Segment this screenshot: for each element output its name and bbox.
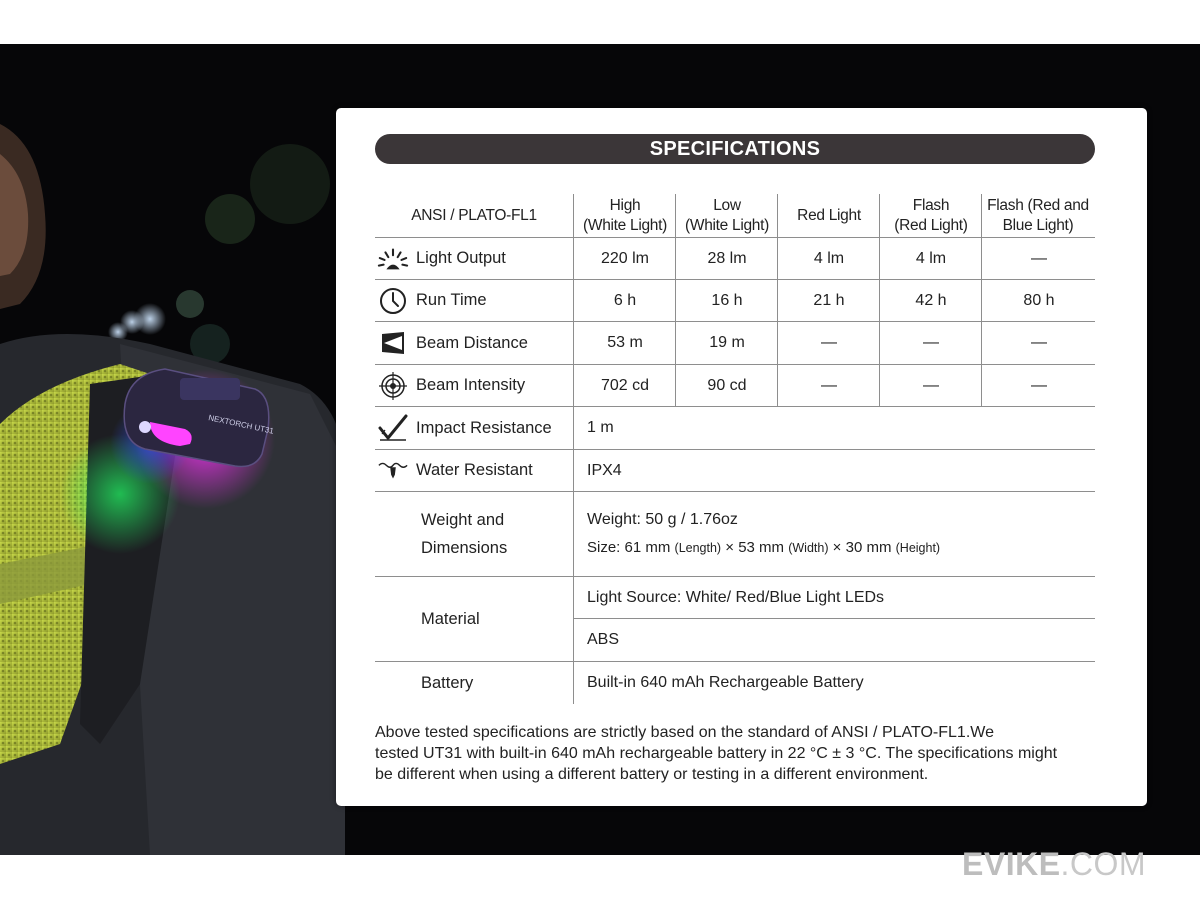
beam-intensity-flash: — [923,376,939,394]
table-divider [573,194,574,704]
size-height-label: (Height) [895,541,941,555]
footnote-line3: be different when using a different battery or testing in a different environment. [375,766,929,783]
battery-value: Built-in 640 mAh Rechargeable Battery [587,674,864,691]
row-impact-resistance-label [377,407,552,449]
footnote-line2: tested UT31 with built-in 640 mAh rechargeable battery in 22 °C ± 3 °C. The specifications might [375,745,1058,762]
light-output-flash: 4 lm [915,249,947,267]
water-resistant-value: IPX4 [587,461,622,479]
water-drop-icon [377,456,409,486]
row-weight-dimensions-label [421,492,507,576]
size-width-label: (Width) [788,541,829,555]
run-time-low: 16 h [711,291,743,309]
weight-dimensions-values [587,492,1087,576]
weight-value: Weight: 50 g / 1.76oz [587,511,738,528]
footnote-line1: Above tested specifications are strictly based on the standard of ANSI / PLATO-FL1.We [375,724,994,741]
material-light-source: Light Source: White/ Red/Blue Light LEDs [587,588,885,606]
row-material-label: Material [421,609,480,628]
row-battery-label: Battery [421,673,474,692]
header-standard: ANSI / PLATO-FL1 [411,207,537,224]
size-length-label: (Length) [674,541,722,555]
footnote [375,722,1115,785]
beam-intensity-high: 702 cd [600,376,650,394]
row-label-text: Impact Resistance [416,418,552,437]
run-time-red: 21 h [813,291,845,309]
row-run-time-label [377,280,487,321]
beam-distance-icon [377,328,409,358]
row-label-text: Water Resistant [416,461,533,479]
header-flash-rb-line1: Flash (Red and [987,196,1089,214]
row-label-text: Run Time [416,291,487,309]
watermark-bold: EVIKE [962,846,1061,882]
beam-intensity-flash-rb: — [1031,376,1047,394]
light-output-red: 4 lm [813,249,845,267]
size-mid2: × 30 mm [832,539,892,556]
target-icon [377,371,409,401]
header-high-line1: High [609,196,641,214]
size-prefix: Size: 61 mm [587,539,671,556]
table-divider [879,194,880,406]
header-low-line1: Low [713,196,741,214]
header-flash-rb-line2: Blue Light) [1002,216,1074,234]
weight-label-line2: Dimensions [421,539,508,557]
clock-icon [377,286,409,316]
row-light-output-label [377,238,506,279]
row-label-text: Beam Distance [416,333,528,352]
beam-intensity-low: 90 cd [707,376,747,394]
size-value [587,534,940,562]
impact-check-icon [377,413,409,443]
row-water-resistant-label [377,450,533,491]
header-low [677,194,777,237]
evike-watermark [962,846,1146,883]
light-burst-icon [377,244,409,274]
beam-distance-flash: — [923,334,939,351]
specifications-table [375,194,1095,704]
material-body: ABS [587,631,620,648]
row-beam-intensity-label [377,365,525,406]
run-time-flash-rb: 80 h [1023,291,1055,309]
beam-distance-flash-rb: — [1031,334,1047,351]
header-high-line2: (White Light) [583,216,667,234]
weight-label-line1: Weight and [421,511,505,529]
row-label-text: Light Output [416,249,506,267]
run-time-high: 6 h [613,291,637,309]
header-flash-line1: Flash [912,196,950,214]
header-low-line2: (White Light) [685,216,769,234]
specifications-card [336,108,1147,806]
device-brand-text: NEXTORCH UT31 [207,413,275,436]
light-output-high: 220 lm [600,249,650,267]
header-flash-line2: (Red Light) [894,216,968,234]
header-flash-red [881,194,981,237]
run-time-flash: 42 h [915,291,947,309]
beam-distance-low: 19 m [709,334,745,351]
impact-resistance-value: 1 m [587,419,614,436]
light-output-low: 28 lm [707,249,747,267]
header-flash-red-blue [981,194,1095,237]
table-divider [675,194,676,406]
table-divider [777,194,778,406]
header-red-light: Red Light [797,207,861,224]
beam-distance-high: 53 m [607,334,643,351]
header-high [575,194,675,237]
row-label-text: Beam Intensity [416,376,526,394]
beam-intensity-red: — [821,376,837,394]
specifications-banner: SPECIFICATIONS [375,134,1095,164]
watermark-rest: .COM [1060,846,1147,882]
row-beam-distance-label [377,322,528,364]
size-mid1: × 53 mm [725,539,785,556]
beam-distance-red: — [821,334,837,351]
light-output-flash-rb: — [1031,249,1047,267]
